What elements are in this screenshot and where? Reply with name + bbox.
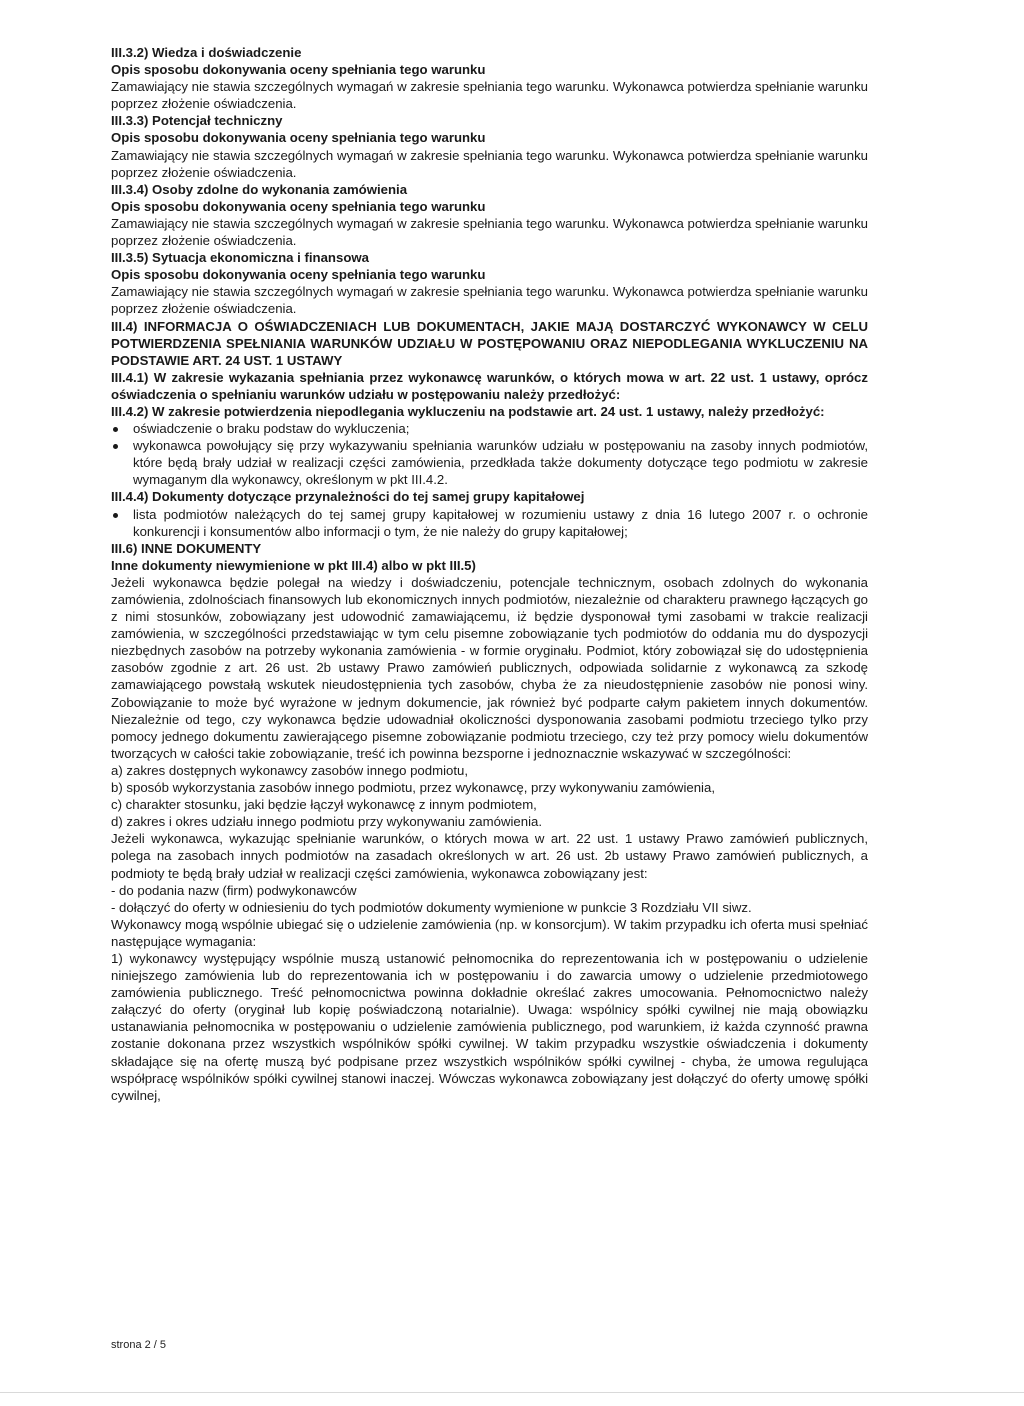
list-item: a) zakres dostępnych wykonawcy zasobów innego podmiotu,: [111, 762, 468, 778]
section-subheading: Opis sposobu dokonywania oceny spełniania tego warunku: [111, 267, 486, 283]
list-item: wykonawca powołujący się przy wykazywaniu spełniania warunków udziału w postępowaniu na zasoby innych podmiotów, które będą brały udział w realizacji części zamówienia, przedkłada także dokumenty dotyczące tego podmiotu w zakresie wymaganym dla wykonawcy, określonym w pkt III.4.2.: [111, 437, 868, 488]
section-heading: III.4.1) W zakresie wykazania spełniania przez wykonawcę warunków, o których mowa w art. 22 ust. 1 ustawy, oprócz oświadczenia o spełnianiu warunków udziału w postępowaniu należy przedłożyć:: [111, 369, 868, 402]
list-item: c) charakter stosunku, jaki będzie łączył wykonawcę z innym podmiotem,: [111, 797, 537, 813]
section-heading: III.6) INNE DOKUMENTY: [111, 540, 262, 556]
scan-edge-line: [0, 1392, 1024, 1393]
section-heading: III.4.4) Dokumenty dotyczące przynależności do tej samej grupy kapitałowej: [111, 489, 585, 505]
section-text: Zamawiający nie stawia szczególnych wymagań w zakresie spełniania tego warunku. Wykonawca potwierdza spełnianie warunku poprzez złożenie oświadczenia.: [111, 79, 868, 112]
bullet-list: [111, 506, 868, 540]
section-text: Zamawiający nie stawia szczególnych wymagań w zakresie spełniania tego warunku. Wykonawca potwierdza spełnianie warunku poprzez złożenie oświadczenia.: [111, 147, 868, 180]
paragraph: Wykonawcy mogą wspólnie ubiegać się o udzielenie zamówienia (np. w konsorcjum). W takim przypadku ich oferta musi spełniać następujące wymagania:: [111, 916, 868, 949]
list-item: lista podmiotów należących do tej samej grupy kapitałowej w rozumieniu ustawy z dnia 16 lutego 2007 r. o ochronie konkurencji i konsumentów albo informacji o tym, że nie należy do grupy kapitałowej;: [111, 506, 868, 540]
document-page: [111, 44, 868, 1104]
section-subheading: Opis sposobu dokonywania oceny spełniania tego warunku: [111, 130, 486, 146]
section-heading: III.3.4) Osoby zdolne do wykonania zamówienia: [111, 181, 408, 197]
section-heading: III.4.2) W zakresie potwierdzenia niepodlegania wykluczeniu na podstawie art. 24 ust. 1 ustawy, należy przedłożyć:: [111, 403, 825, 419]
bullet-list: [111, 420, 868, 488]
section-text: Zamawiający nie stawia szczególnych wymagań w zakresie spełniania tego warunku. Wykonawca potwierdza spełnianie warunku poprzez złożenie oświadczenia.: [111, 284, 868, 317]
paragraph: 1) wykonawcy występujący wspólnie muszą ustanowić pełnomocnika do reprezentowania ich w postępowaniu o udzielenie niniejszego zamówienia lub do reprezentowania ich w postępowaniu i do zawarcia umowy o udzielenie przedmiotowego zamówienia publicznego. Treść pełnomocnictwa powinna dokładnie określać zakres umocowania. Pełnomocnictwo należy załączyć do oferty (oryginał lub kopię poświadczoną notarialnie). Uwaga: wspólnicy spółki cywilnej nie mają obowiązku ustanawiania pełnomocnika w postępowaniu o udzielenie zamówienia publicznego, pod warunkiem, iż każda czynność prawna zostanie dokonana przez wszystkich wspólników spółki cywilnej. W takim przypadku wszystkie oświadczenia i dokumenty składające się na ofertę muszą być podpisane przez wszystkich wspólników spółki cywilnej - chyba, że umowa regulująca współpracę wspólników spółki cywilnej stanowi inaczej. Wówczas wykonawca zobowiązany jest dołączyć do oferty umowę spółki cywilnej,: [111, 950, 868, 1103]
paragraph: Jeżeli wykonawca, wykazując spełnianie warunków, o których mowa w art. 22 ust. 1 ustawy Prawo zamówień publicznych, polega na zasobach innych podmiotów na zasadach określonych w art. 26 ust. 2b ustawy Prawo zamówień publicznych, a podmioty te będą brały udział w realizacji części zamówienia, wykonawca zobowiązany jest:: [111, 831, 868, 881]
section-subheading: Opis sposobu dokonywania oceny spełniania tego warunku: [111, 198, 486, 214]
list-item: b) sposób wykorzystania zasobów innego podmiotu, przez wykonawcę, przy wykonywaniu zamówienia,: [111, 780, 715, 796]
section-heading: III.3.3) Potencjał techniczny: [111, 113, 283, 129]
section-heading: III.3.5) Sytuacja ekonomiczna i finansowa: [111, 250, 369, 266]
section-heading: III.3.2) Wiedza i doświadczenie: [111, 45, 302, 60]
list-item: d) zakres i okres udziału innego podmiotu przy wykonywaniu zamówienia.: [111, 814, 543, 830]
dash-item: - dołączyć do oferty w odniesieniu do tych podmiotów dokumenty wymienione w punkcie 3 Rozdziału VII siwz.: [111, 899, 752, 915]
section-heading: III.4) INFORMACJA O OŚWIADCZENIACH LUB DOKUMENTACH, JAKIE MAJĄ DOSTARCZYĆ WYKONAWCY W CELU POTWIERDZENIA SPEŁNIANIA WARUNKÓW UDZIAŁU W POSTĘPOWANIU ORAZ NIEPODLEGANIA WYKLUCZENIU NA PODSTAWIE ART. 24 UST. 1 USTAWY: [111, 318, 868, 368]
list-item: oświadczenie o braku podstaw do wykluczenia;: [111, 420, 868, 437]
dash-item: - do podania nazw (firm) podwykonawców: [111, 882, 357, 898]
page-number: strona 2 / 5: [111, 1339, 167, 1351]
section-text: Zamawiający nie stawia szczególnych wymagań w zakresie spełniania tego warunku. Wykonawca potwierdza spełnianie warunku poprzez złożenie oświadczenia.: [111, 215, 868, 249]
section-subheading: Opis sposobu dokonywania oceny spełniania tego warunku: [111, 62, 486, 78]
paragraph: Jeżeli wykonawca będzie polegał na wiedzy i doświadczeniu, potencjale technicznym, osobach zdolnych do wykonania zamówienia, zdolnościach finansowych lub ekonomicznych innych podmiotów, niezależnie od charakteru prawnego łączących go z nimi stosunków, zobowiązany jest udowodnić zamawiającemu, iż będzie dysponował tymi zasobami w trakcie realizacji zamówienia, w szczególności przedstawiając w tym celu pisemne zobowiązanie tych podmiotów do oddania mu do dyspozycji niezbędnych zasobów na potrzeby wykonania zamówienia - w formie oryginału. Podmiot, który zobowiązał się do udostępnienia zasobów zgodnie z art. 26 ust. 2b ustawy Prawo zamówień publicznych, odpowiada solidarnie z wykonawcą za szkodę zamawiającego powstałą wskutek nieudostępnienia tych zasobów, chyba że za nieudostępnienie zasobów nie ponosi winy. Zobowiązanie to może być wyrażone w jednym dokumencie, jak również być podparte całym pakietem innych dokumentów. Niezależnie od tego, czy wykonawca będzie udowadniał okoliczności dysponowania zasobami podmiotu trzeciego tylko przy pomocy jednego dokumentu zawierającego pisemne zobowiązanie podmiotu trzeciego, czy też przy pomocy wielu dokumentów tworzących w całości takie zobowiązanie, treść ich powinna bezsporne i jednoznacznie wskazywać w szczególności:: [111, 574, 868, 761]
section-subheading: Inne dokumenty niewymienione w pkt III.4) albo w pkt III.5): [111, 557, 476, 573]
